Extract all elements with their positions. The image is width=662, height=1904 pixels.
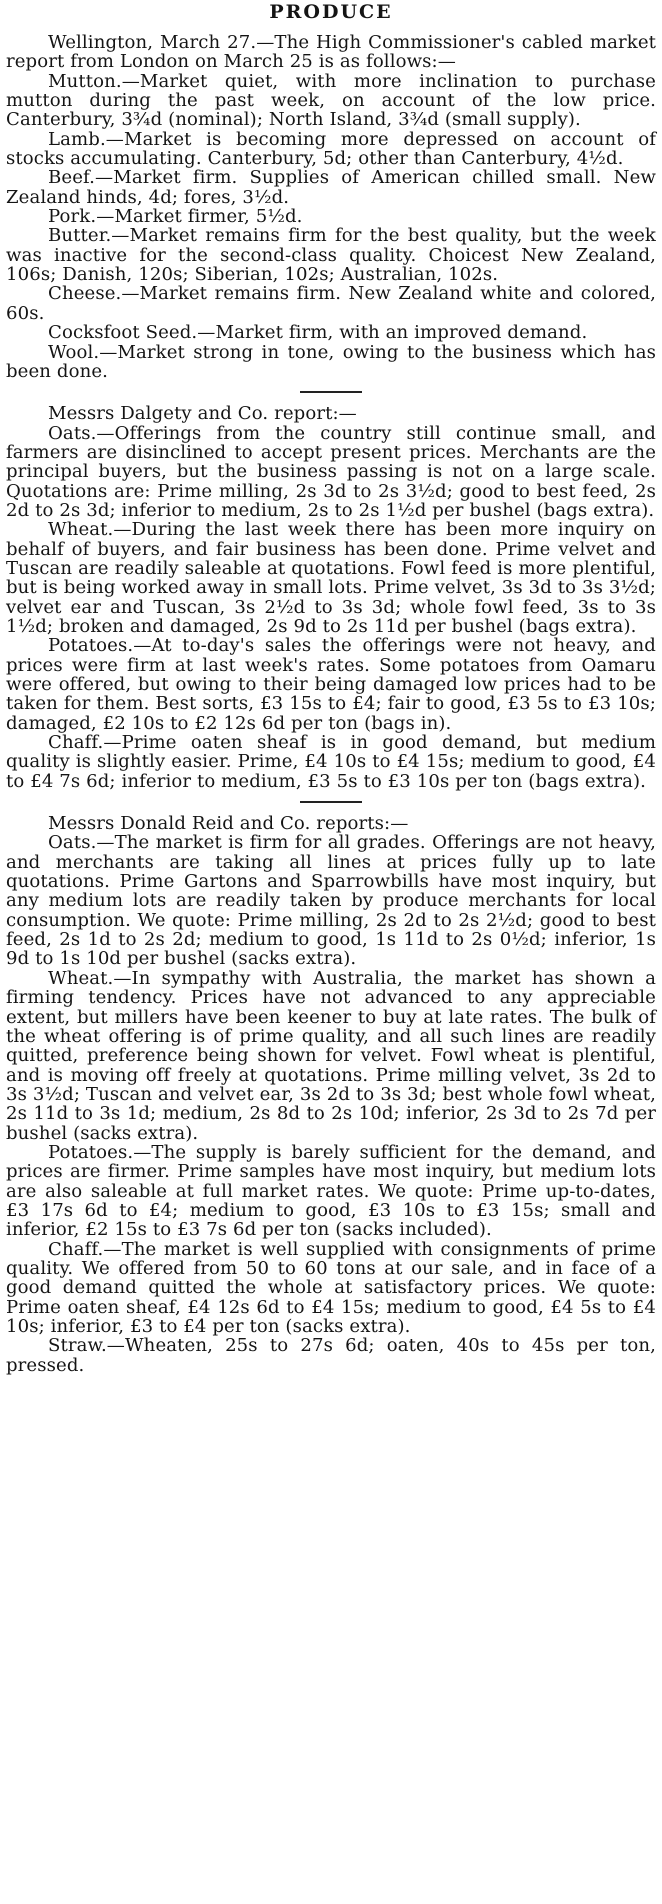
straw-paragraph: Straw.—Wheaten, 25s to 27s 6d; oaten, 40s to 45s per ton, pressed. — [6, 1335, 656, 1376]
report-intro: Messrs Donald Reid and Co. reports:— — [48, 813, 409, 835]
dalgety-report — [6, 404, 656, 791]
cheese-paragraph: Cheese.—Market remains firm. New Zealand white and colored, 60s. — [6, 283, 656, 324]
mutton-paragraph: Mutton.—Market quiet, with more inclination to purchase mutton during the past week, on account of the low price. Canterbury, 3¾d (nominal); North Island, 3¾d (small supply). — [6, 70, 656, 131]
potatoes-paragraph: Potatoes.—At to-day's sales the offerings were not heavy, and prices were firm at last week's rates. Some potatoes from Oamaru were offered, but owing to their being damaged low prices had to be taken for them. Best sorts, £3 15s to £4; fair to good, £3 5s to £3 10s; damaged, £2 10s to £2 12s 6d per ton (bags in). — [6, 635, 656, 734]
beef-paragraph: Beef.—Market firm. Supplies of American chilled small. New Zealand hinds, 4d; fores, 3½d. — [6, 167, 656, 208]
oats-paragraph: Oats.—Offerings from the country still continue small, and farmers are disinclined to accept present prices. Merchants are the principal buyers, but the business passing is not on a large scale. Quotations are: Prime milling, 2s 3d to 2s 3½d; good to best feed, 2s 2d to 2s 3d; inferior to medium, 2s to 2s 1½d per bushel (bags extra). — [6, 422, 656, 521]
wheat-paragraph: Wheat.—During the last week there has been more inquiry on behalf of buyers, and fair business has been done. Prime velvet and Tuscan are readily saleable at quotations. Fowl feed is more plentiful, but is being worked away in small lots. Prime velvet, 3s 3d to 3s 3½d; velvet ear and Tuscan, 3s 2½d to 3s 3d; whole fowl feed, 3s to 3s 1½d; broken and damaged, 2s 9d to 2s 11d per bushel (bags extra). — [6, 519, 656, 637]
high-commissioner-report — [6, 33, 656, 381]
chaff-paragraph: Chaff.—The market is well supplied with consignments of prime quality. We offered from 50 to 60 tons at our sale, and in face of a good demand quitted the whole at satisfactory prices. We quote: Prime oaten sheaf, £4 12s 6d to £4 15s; medium to good, £4 5s to £4 10s; inferior, £3 to £4 per ton (sacks extra). — [6, 1238, 656, 1337]
wool-paragraph: Wool.—Market strong in tone, owing to the business which has been done. — [6, 341, 656, 382]
butter-paragraph: Butter.—Market remains firm for the best quality, but the week was inactive for the second-class quality. Choicest New Zealand, 106s; Danish, 120s; Siberian, 102s; Australian, 102s. — [6, 225, 656, 286]
potatoes-paragraph: Potatoes.—The supply is barely sufficient for the demand, and prices are firmer. Prime samples have most inquiry, but medium lots are also saleable at full market rates. We quote: Prime up-to-dates, £3 17s 6d to £4; medium to good, £3 10s to £3 15s; small and inferior, £2 15s to £3 7s 6d per ton (sacks included). — [6, 1141, 656, 1241]
section-divider — [300, 391, 362, 393]
section-divider — [300, 801, 362, 803]
pork-paragraph: Pork.—Market firmer, 5½d. — [48, 206, 303, 228]
wheat-paragraph: Wheat.—In sympathy with Australia, the market has shown a firming tendency. Prices have not advanced to any appreciable extent, but millers have been keener to buy at late rates. The bulk of the wheat offering is of prime quality, and all such lines are readily quitted, preference being shown for velvet. Fowl wheat is plentiful, and is moving off freely at quotations. Prime milling velvet, 3s 2d to 3s 3½d; Tuscan and velvet ear, 3s 2d to 3s 3d; best whole fowl wheat, 2s 11d to 3s 1d; medium, 2s 8d to 2s 10d; inferior, 2s 3d to 2s 7d per bushel (sacks extra). — [6, 967, 656, 1144]
column-heading: PRODUCE — [269, 1, 393, 23]
report-intro: Wellington, March 27.—The High Commissioner's cabled market report from London on March 25 is as follows:— — [6, 32, 656, 73]
oats-paragraph: Oats.—The market is firm for all grades. Offerings are not heavy, and merchants are taking all lines at prices fully up to late quotations. Prime Gartons and Sparrowbills have most inquiry, but any medium lots are readily taken by produce merchants for local consumption. We quote: Prime milling, 2s 2d to 2s 2½d; good to best feed, 2s 1d to 2s 2d; medium to good, 1s 11d to 2s 0½d; inferior, 1s 9d to 1s 10d per bushel (sacks extra). — [6, 832, 656, 970]
chaff-paragraph: Chaff.—Prime oaten sheaf is in good demand, but medium quality is slightly easier. Prime, £4 10s to £4 15s; medium to good, £4 to £4 7s 6d; inferior to medium, £3 5s to £3 10s per ton (bags extra). — [6, 732, 656, 792]
cocksfoot-seed-paragraph: Cocksfoot Seed.—Market firm, with an improved demand. — [48, 322, 588, 344]
donald-reid-report — [6, 814, 656, 1375]
lamb-paragraph: Lamb.—Market is becoming more depressed on account of stocks accumulating. Canterbury, 5d; other than Canterbury, 4½d. — [6, 128, 656, 170]
report-intro: Messrs Dalgety and Co. report:— — [48, 403, 357, 425]
